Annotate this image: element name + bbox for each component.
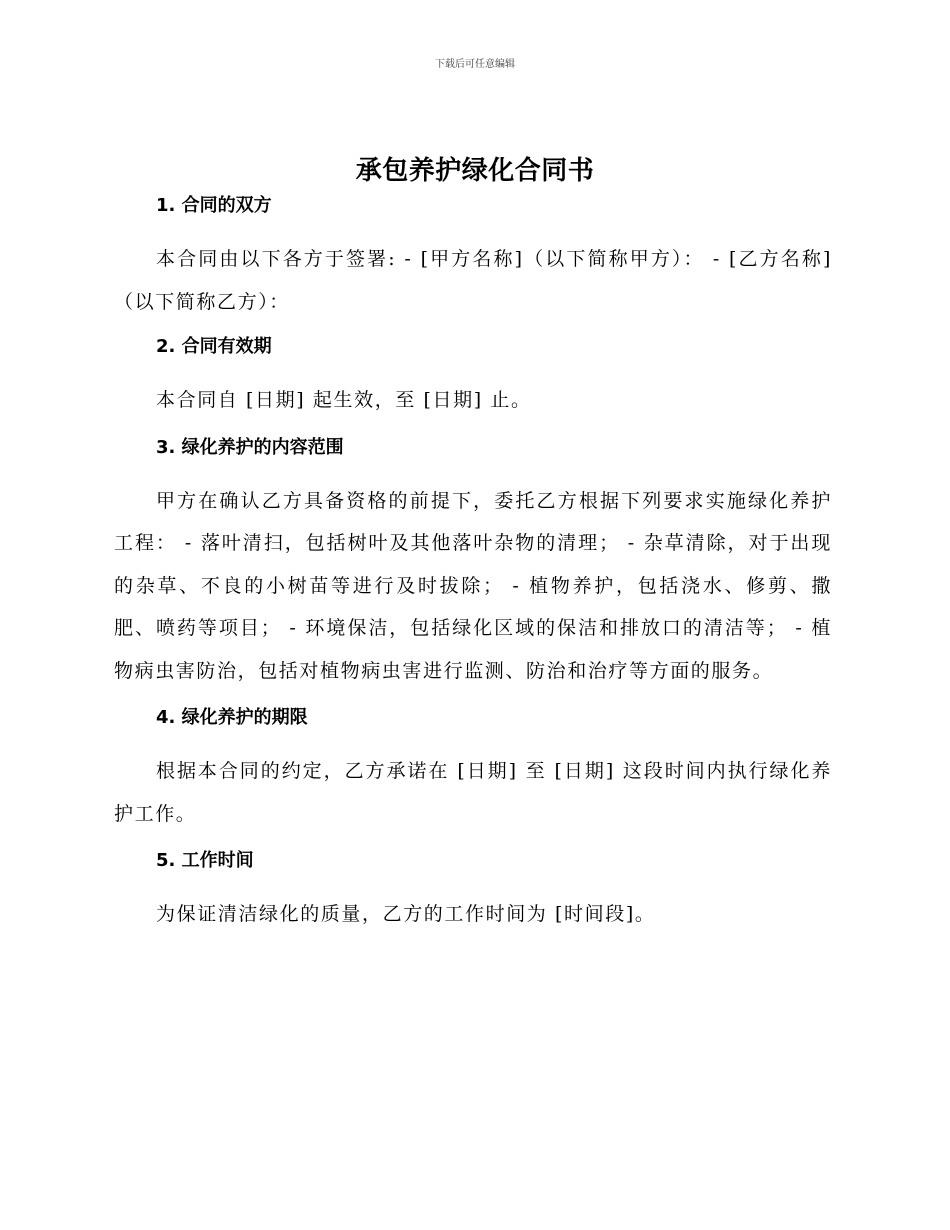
section-scope — [114, 434, 832, 693]
section-body: 本合同自 [日期] 起生效，至 [日期] 止。 — [156, 389, 532, 411]
document-title: 承包养护绿化合同书 — [355, 156, 595, 186]
section-term — [114, 704, 832, 835]
section-validity — [114, 333, 832, 422]
section-body: 为保证清洁绿化的质量，乙方的工作时间为 [时间段]。 — [156, 903, 656, 925]
section-body: 本合同由以下各方于签署: - [甲方名称]（以下简称甲方）： - [乙方名称]（以下简称乙方）： — [114, 248, 832, 313]
section-body: 甲方在确认乙方具备资格的前提下，委托乙方根据下列要求实施绿化养护工程： - 落叶清扫，包括树叶及其他落叶杂物的清理； - 杂草清除，对于出现的杂草、不良的小树苗等进行及时拔除； - 植物养护，包括浇水、修剪、撒肥、喷药等项目； - 环境保洁，包括绿化区域的保洁和排放口的清洁等； - 植物病虫害防治，包括对植物病虫害进行监测、防治和治疗等方面的服务。 — [114, 489, 832, 682]
section-body: 根据本合同的约定，乙方承诺在 [日期] 至 [日期] 这段时间内执行绿化养护工作。 — [114, 760, 832, 825]
section-heading: 1. 合同的双方 — [156, 195, 272, 216]
section-heading: 4. 绿化养护的期限 — [156, 707, 308, 728]
document-content — [114, 192, 832, 948]
section-parties — [114, 192, 832, 323]
section-heading: 5. 工作时间 — [156, 850, 254, 871]
header-note: 下载后可任意编辑 — [435, 59, 515, 70]
section-heading: 3. 绿化养护的内容范围 — [156, 436, 344, 458]
section-working-hours — [114, 847, 832, 936]
section-heading: 2. 合同有效期 — [156, 336, 272, 357]
